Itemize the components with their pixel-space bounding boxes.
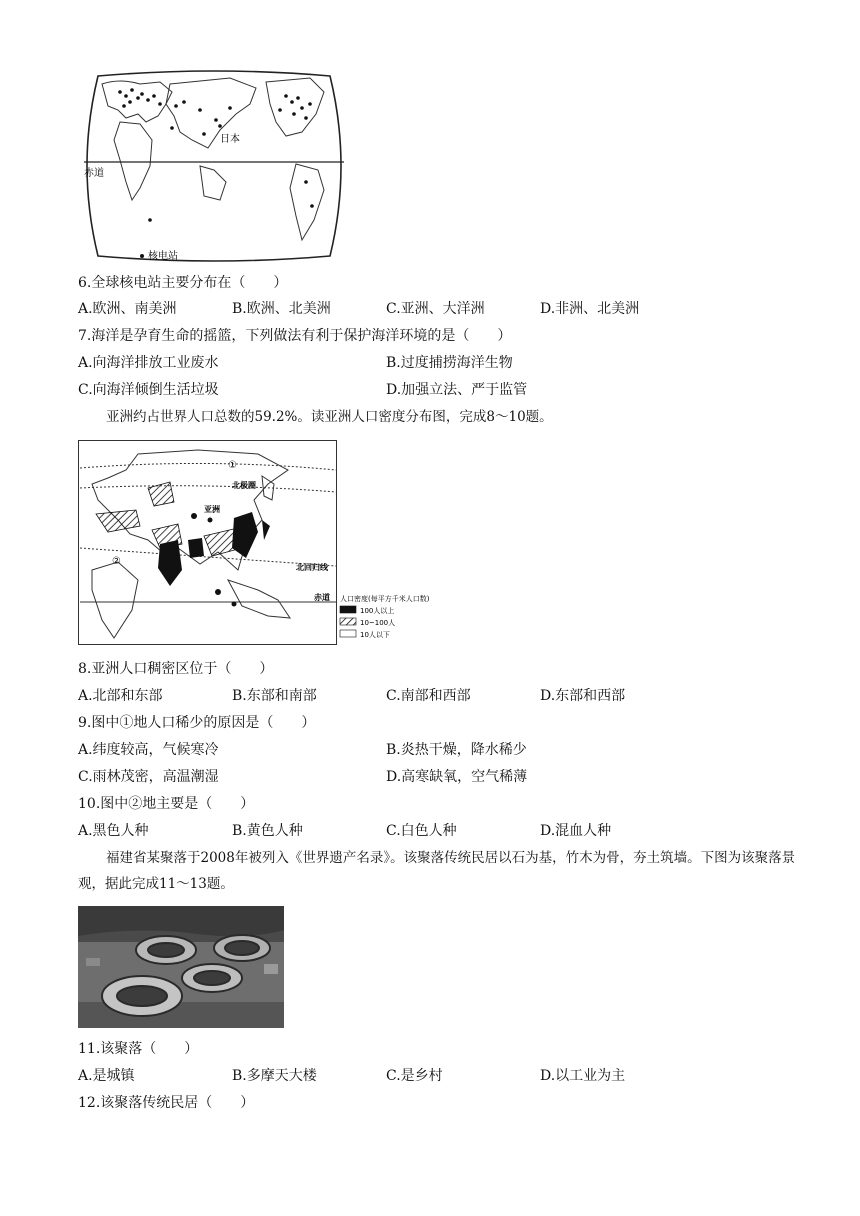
q6-option-c[interactable]: C.亚洲、大洋洲 <box>386 301 485 317</box>
q10-option-b[interactable]: B.黄色人种 <box>232 823 303 839</box>
q7-option-b[interactable]: B.过度捕捞海洋生物 <box>386 355 513 371</box>
q8-option-b[interactable]: B.东部和南部 <box>232 688 317 704</box>
legend-medium: 10~100人 <box>360 619 396 627</box>
marker-2: ② <box>112 556 121 567</box>
q9-option-c[interactable]: C.雨林茂密，高温潮湿 <box>78 769 219 785</box>
q11-option-b[interactable]: B.多摩天大楼 <box>232 1068 317 1084</box>
legend-low: 10人以下 <box>360 631 390 639</box>
q9-option-d[interactable]: D.高寒缺氧，空气稀薄 <box>386 769 528 785</box>
q6-option-b[interactable]: B.欧洲、北美洲 <box>232 301 331 317</box>
question-8: 8.亚洲人口稠密区位于（ ） <box>78 661 274 677</box>
q7-option-a[interactable]: A.向海洋排放工业废水 <box>78 355 219 371</box>
nuclear-power-world-map <box>80 70 348 262</box>
q10-option-c[interactable]: C.白色人种 <box>386 823 457 839</box>
q8-option-c[interactable]: C.南部和西部 <box>386 688 471 704</box>
q8-option-d[interactable]: D.东部和西部 <box>540 688 626 704</box>
q11-option-c[interactable]: C.是乡村 <box>386 1068 443 1084</box>
question-9: 9.图中①地人口稀少的原因是（ ） <box>78 715 316 731</box>
question-7: 7.海洋是孕育生命的摇篮，下列做法有利于保护海洋环境的是（ ） <box>78 328 512 344</box>
q6-option-a[interactable]: A.欧洲、南美洲 <box>78 301 177 317</box>
question-10: 10.图中②地主要是（ ） <box>78 796 255 812</box>
equator-label: 赤道 <box>314 593 330 602</box>
intro-8-10: 亚洲约占世界人口总数的59.2%。读亚洲人口密度分布图，完成8～10题。 <box>106 409 553 425</box>
equator-label: 赤道 <box>84 168 104 179</box>
arctic-circle-label: 北极圈 <box>232 481 256 490</box>
q10-option-d[interactable]: D.混血人种 <box>540 823 612 839</box>
q11-option-d[interactable]: D.以工业为主 <box>540 1068 626 1084</box>
q9-option-a[interactable]: A.纬度较高，气候寒冷 <box>78 742 219 758</box>
legend-title: 人口密度(每平方千米人口数) <box>340 595 430 603</box>
q7-option-c[interactable]: C.向海洋倾倒生活垃圾 <box>78 382 219 398</box>
marker-1: ① <box>228 460 237 471</box>
legend-nuclear-label: 核电站 <box>148 251 178 262</box>
tropic-of-cancer-label: 北回归线 <box>296 563 328 572</box>
q11-option-a[interactable]: A.是城镇 <box>78 1068 135 1084</box>
asia-population-density-map <box>78 440 452 645</box>
q10-option-a[interactable]: A.黑色人种 <box>78 823 149 839</box>
asia-label: 亚洲 <box>204 505 220 514</box>
legend-high: 100人以上 <box>360 607 395 615</box>
question-12: 12.该聚落传统民居（ ） <box>78 1095 255 1111</box>
q9-option-b[interactable]: B.炎热干燥，降水稀少 <box>386 742 527 758</box>
q6-option-d[interactable]: D.非洲、北美洲 <box>540 301 640 317</box>
question-11: 11.该聚落（ ） <box>78 1041 199 1057</box>
q7-option-d[interactable]: D.加强立法、严于监管 <box>386 382 528 398</box>
tulou-settlement-photo <box>78 906 284 1028</box>
question-6: 6.全球核电站主要分布在（ ） <box>78 275 288 291</box>
q8-option-a[interactable]: A.北部和东部 <box>78 688 163 704</box>
japan-label: 日本 <box>220 134 240 145</box>
intro-11-13: 福建省某聚落于2008年被列入《世界遗产名录》。该聚落传统民居以石为基，竹木为骨，夯土筑墙。下图为该聚落景观，据此完成11～13题。 <box>78 850 796 892</box>
